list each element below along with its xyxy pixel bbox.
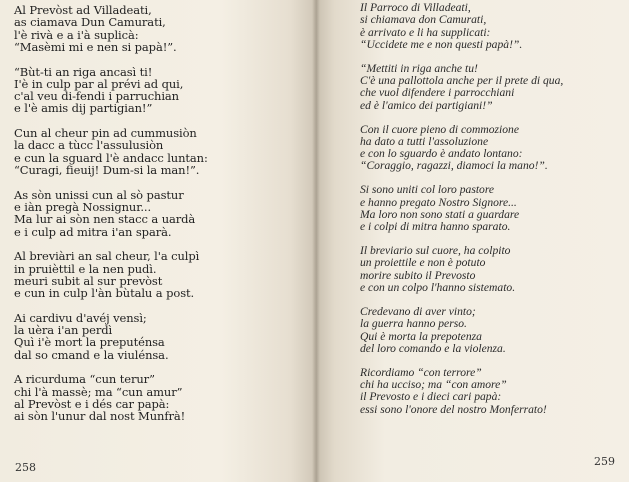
verse-line: e hanno pregato Nostro Signore... — [360, 195, 517, 209]
verse-line: as ciamava Dun Camurati, — [14, 15, 166, 30]
verse-line: Ai cardivu d'avéj vensì; — [14, 310, 147, 325]
verse-line: As sòn unissi cun al sò pastur — [14, 187, 184, 202]
verse-line: Il breviario sul cuore, ha colpito — [360, 244, 511, 258]
verse-line: del loro comando e la violenza. — [360, 341, 506, 355]
verse-line: e cun in culp l'àn bùtalu a post. — [14, 286, 195, 301]
verse-line: C'è una pallottola anche per il prete di qua, — [360, 74, 564, 88]
verse-line: il Prevosto e i dieci cari papà: — [360, 390, 502, 404]
verse-line: “Uccidete me e non questi papà!”. — [360, 37, 523, 51]
verse-line: e con un colpo l'hanno sistemato. — [360, 281, 516, 295]
verse-line: Cun al cheur pin ad cummusiòn — [14, 126, 197, 141]
verse-line: “Coraggio, ragazzi, diamoci la mano!”. — [360, 159, 548, 173]
verse-line: Ricordiamo “con terrore” — [360, 365, 482, 379]
left-stanza — [14, 189, 304, 238]
right-stanza — [360, 245, 625, 294]
verse-line: c'al veu di-fendi i parruchian — [14, 89, 179, 104]
right-stanza — [360, 2, 625, 51]
verse-line: è arrivato e li ha supplicati: — [360, 25, 491, 39]
verse-line: chi ha ucciso; ma “con amore” — [360, 377, 507, 391]
right-stanza — [360, 306, 625, 355]
verse-line: Al Prevòst ad Villadeati, — [14, 3, 152, 17]
verse-line: la dacc a tùcc l'assulusiòn — [14, 138, 164, 153]
verse-line: l'è rivà e a i'à suplicà: — [14, 27, 139, 42]
verse-line: “Mettiti in riga anche tu! — [360, 61, 478, 75]
left-stanza — [14, 66, 304, 115]
verse-line: Quì i'è mort la preputénsa — [14, 335, 165, 350]
verse-line: ed è l'amico dei partigiani!” — [360, 98, 493, 112]
right-stanza — [360, 184, 625, 233]
verse-line: e cun la sguard l'è andacc luntan: — [14, 150, 208, 165]
book-gutter — [312, 0, 320, 482]
right-stanza — [360, 63, 625, 112]
left-stanza — [14, 312, 304, 361]
verse-line: I'è in culp par al prévi ad qui, — [14, 76, 184, 91]
verse-line: “Curagi, fieuij! Dum-si la man!”. — [14, 163, 200, 178]
verse-line: ai sòn l'unur dal nost Munfrà! — [14, 409, 186, 424]
verse-line: Il Parroco di Villadeati, — [360, 1, 471, 14]
verse-line: Ma lur ai sòn nen stacc a uardà — [14, 212, 196, 227]
verse-line: morire subito il Prevosto — [360, 268, 476, 282]
verse-line: A ricurduma “cun terur” — [14, 372, 155, 387]
verse-line: Qui è morta la prepotenza — [360, 329, 482, 343]
verse-line: chi l'à massè; ma “cun amur” — [14, 384, 183, 399]
verse-line: la uèra i'an perdì — [14, 323, 113, 338]
verse-line: Con il cuore pieno di commozione — [360, 122, 519, 136]
verse-line: Credevano di aver vinto; — [360, 304, 476, 318]
right-stanza — [360, 367, 625, 416]
left-stanza — [14, 127, 304, 176]
verse-line: Si sono uniti col loro pastore — [360, 183, 495, 197]
verse-line: dal so cmand e la viulénsa. — [14, 347, 169, 362]
verse-line: “Bùt-ti an riga ancasì ti! — [14, 64, 153, 79]
verse-line: e con lo sguardo è andato lontano: — [360, 147, 523, 161]
verse-line: e iàn pregà Nossignur... — [14, 200, 152, 215]
verse-line: in pruièttil e la nen pudì. — [14, 261, 157, 276]
verse-line: ha dato a tutti l'assoluzione — [360, 134, 489, 148]
right-stanza — [360, 124, 625, 173]
verse-line: meuri subit al sur prevòst — [14, 273, 163, 288]
left-stanza — [14, 250, 304, 299]
verse-line: un proiettile e non è potuto — [360, 256, 486, 270]
verse-line: si chiamava don Camurati, — [360, 13, 487, 27]
verse-line: essi sono l'onore del nostro Monferrato! — [360, 402, 547, 416]
verse-line: Al breviàri an sal cheur, l'a culpì — [14, 249, 200, 264]
verse-line: Ma loro non sono stati a guardare — [360, 207, 520, 221]
verse-line: e l'è amis dij partigian!” — [14, 101, 153, 116]
left-stanza — [14, 4, 304, 53]
left-stanza — [14, 373, 304, 422]
verse-line: e i culp ad mitra i'an sparà. — [14, 224, 172, 239]
verse-line: al Prevòst e i dés car papà: — [14, 397, 170, 412]
verse-line: che vuol difendere i parrocchiani — [360, 86, 515, 100]
right-poem-italian — [360, 2, 625, 427]
verse-line: la guerra hanno perso. — [360, 317, 467, 331]
verse-line: e i colpi di mitra hanno sparato. — [360, 220, 511, 234]
right-page-number: 259 — [594, 455, 615, 468]
left-page-number: 258 — [15, 461, 36, 474]
left-poem-dialect — [14, 4, 304, 435]
verse-line: “Masèmi mi e nen si papà!”. — [14, 39, 177, 54]
